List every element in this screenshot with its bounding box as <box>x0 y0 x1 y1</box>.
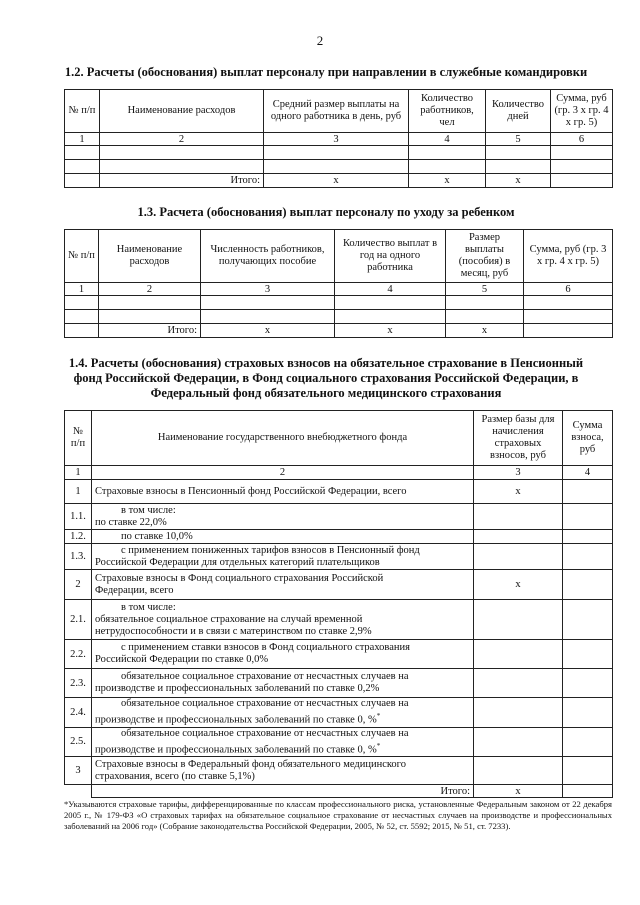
table-row <box>65 757 613 785</box>
column-number: 1 <box>65 133 100 146</box>
footnote: *Указываются страховые тарифы, дифференцированные по классам профессионального риска, установленные Федеральным законом от 22 декабря 2005 г., № 179-ФЗ «О страховых тарифах на обязательное социальное страхование от несчастных случаев на производстве и профессиональных заболеваний на 2006 год» (Собрание законодательства Российской Федерации, 2005, № 52, ст. 5592; 2015, № 51, ст. 7233). <box>64 799 612 831</box>
header-cell: Средний размер выплаты на одного работника в день, руб <box>264 90 409 133</box>
row-name: с применением пониженных тарифов взносов в Пенсионный фонд Российской Федерации для отдельных категорий плательщиков <box>92 544 474 570</box>
row-name: обязательное социальное страхование от несчастных случаев на производстве и профессиональных заболеваний по ставке 0, %* <box>92 727 474 757</box>
row-name: в том числе: по ставке 22,0% <box>92 504 474 530</box>
row-number: 2 <box>65 570 92 600</box>
header-cell: Сумма, руб (гр. 3 х гр. 4 х гр. 5) <box>524 230 613 283</box>
column-number: 2 <box>99 283 201 296</box>
section-title-line: 1.4. Расчеты (обоснования) страховых взносов на обязательное страхование в Пенсионный <box>68 356 584 370</box>
header-cell: Численность работников, получающих пособие <box>201 230 335 283</box>
section-1-2-title: 1.2. Расчеты (обоснования) выплат персоналу при направлении в служебные командировки <box>64 65 588 79</box>
base-x: x <box>474 480 563 504</box>
header-cell: № п/п <box>65 90 100 133</box>
header-cell: Сумма, руб (гр. 3 х гр. 4 х гр. 5) <box>551 90 613 133</box>
total-label: Итого: <box>92 785 474 798</box>
base-x: x <box>474 570 563 600</box>
total-x: x <box>201 324 335 338</box>
table-row <box>65 727 613 757</box>
row-name: обязательное социальное страхование от несчастных случаев на производстве и профессиональных заболеваний по ставке 0,2% <box>92 669 474 698</box>
column-number: 3 <box>474 466 563 480</box>
row-number: 1.1. <box>65 504 92 530</box>
total-label: Итого: <box>99 324 201 338</box>
table-row <box>65 480 613 504</box>
total-x: x <box>264 174 409 188</box>
table-business-trips <box>64 89 613 188</box>
row-number: 3 <box>65 757 92 785</box>
section-1-4-title <box>40 356 612 401</box>
total-row <box>65 324 613 338</box>
table-row <box>65 570 613 600</box>
footnote-star: * <box>376 741 381 750</box>
row-number: 2.3. <box>65 669 92 698</box>
column-number: 4 <box>335 283 446 296</box>
table-insurance-contributions <box>64 410 613 798</box>
table-row <box>65 160 613 174</box>
table-row <box>65 640 613 669</box>
table-row <box>65 146 613 160</box>
column-number: 4 <box>563 466 613 480</box>
header-cell: Количество дней <box>486 90 551 133</box>
row-name: Страховые взносы в Федеральный фонд обязательного медицинского страхования, всего (по ставке 5,1%) <box>92 757 474 785</box>
row-name: Страховые взносы в Фонд социального страхования Российской Федерации, всего <box>92 570 474 600</box>
header-cell: Количество выплат в год на одного работника <box>335 230 446 283</box>
row-number: 1.2. <box>65 530 92 544</box>
table-row <box>65 669 613 698</box>
row-number: 2.1. <box>65 600 92 640</box>
row-name: Страховые взносы в Пенсионный фонд Российской Федерации, всего <box>92 480 474 504</box>
header-cell: Количество работников, чел <box>409 90 486 133</box>
column-number: 3 <box>264 133 409 146</box>
total-x: x <box>446 324 524 338</box>
section-title-line: фонд Российской Федерации, в Фонд социального страхования Российской Федерации, в <box>73 371 579 385</box>
column-number: 5 <box>486 133 551 146</box>
table-row <box>65 296 613 310</box>
row-number: 1.3. <box>65 544 92 570</box>
header-cell: Размер выплаты (пособия) в месяц, руб <box>446 230 524 283</box>
header-cell: Наименование расходов <box>100 90 264 133</box>
header-cell: Сумма взноса, руб <box>563 411 613 466</box>
section-1-3-title: 1.3. Расчета (обоснования) выплат персоналу по уходу за ребенком <box>137 205 515 219</box>
row-name: обязательное социальное страхование от несчастных случаев на производстве и профессиональных заболеваний по ставке 0, %* <box>92 698 474 728</box>
column-number: 4 <box>409 133 486 146</box>
table-row <box>65 698 613 728</box>
table-child-care <box>64 229 613 338</box>
total-x: x <box>335 324 446 338</box>
row-number: 2.5. <box>65 727 92 757</box>
column-number: 3 <box>201 283 335 296</box>
column-number: 1 <box>65 466 92 480</box>
table-row <box>65 600 613 640</box>
header-cell: Размер базы для начисления страховых взносов, руб <box>474 411 563 466</box>
total-row <box>65 174 613 188</box>
table-row <box>65 530 613 544</box>
table-row <box>65 504 613 530</box>
total-row <box>65 785 613 798</box>
column-number: 2 <box>92 466 474 480</box>
header-cell: Наименование расходов <box>99 230 201 283</box>
row-number: 2.2. <box>65 640 92 669</box>
total-label: Итого: <box>100 174 264 188</box>
header-cell: № п/п <box>65 411 92 466</box>
total-x: x <box>486 174 551 188</box>
column-number: 1 <box>65 283 99 296</box>
table-row <box>65 544 613 570</box>
column-number: 6 <box>551 133 613 146</box>
row-name: по ставке 10,0% <box>92 530 474 544</box>
total-x: x <box>474 785 563 798</box>
page-number: 2 <box>316 33 324 48</box>
section-title-line: Федеральный фонд обязательного медицинского страхования <box>150 386 502 400</box>
footnote-star: * <box>376 712 381 720</box>
row-name: в том числе: обязательное социальное страхование на случай временной нетрудоспособности и в связи с материнством по ставке 2,9% <box>92 600 474 640</box>
total-x: x <box>409 174 486 188</box>
column-number: 2 <box>100 133 264 146</box>
header-cell: № п/п <box>65 230 99 283</box>
row-number: 2.4. <box>65 698 92 728</box>
row-name: с применением ставки взносов в Фонд социального страхования Российской Федерации по ставке 0,0% <box>92 640 474 669</box>
column-number: 5 <box>446 283 524 296</box>
column-number: 6 <box>524 283 613 296</box>
table-row <box>65 310 613 324</box>
header-cell: Наименование государственного внебюджетного фонда <box>92 411 474 466</box>
row-number: 1 <box>65 480 92 504</box>
